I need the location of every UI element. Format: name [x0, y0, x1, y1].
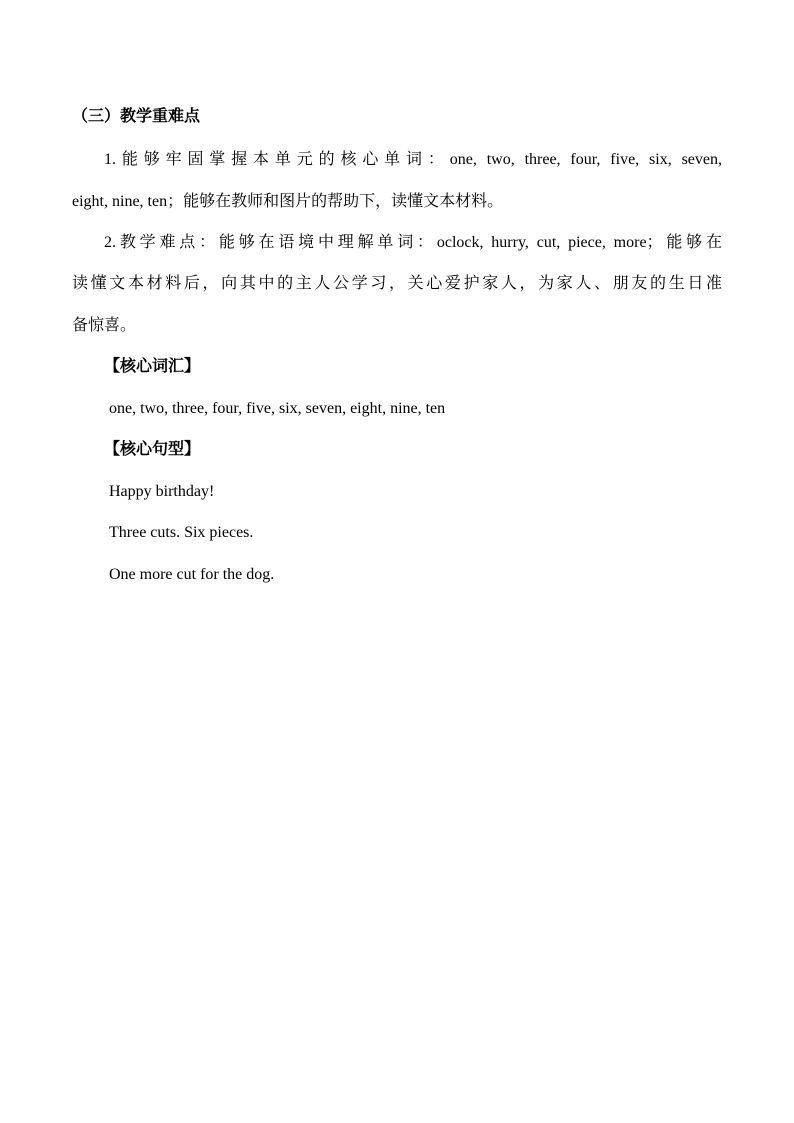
- point-2-line-2: 读懂文本材料后，向其中的主人公学习，关心爱护家人，为家人、朋友的生日准: [72, 275, 722, 292]
- point-2-line-1: 2.教学难点：能够在语境中理解单词：oclock, hurry, cut, piece, more；能够在: [104, 234, 722, 251]
- core-vocabulary-heading: 【核心词汇】: [104, 358, 201, 375]
- core-sentences-heading: 【核心句型】: [104, 441, 201, 458]
- sentence-item: Happy birthday!: [109, 483, 215, 500]
- point-2-line-3: 备惊喜。: [72, 317, 137, 334]
- section-heading: （三）教学重难点: [72, 108, 201, 125]
- point-1-line-2: eight, nine, ten；能够在教师和图片的帮助下，读懂文本材料。: [72, 193, 504, 210]
- sentence-item: Three cuts. Six pieces.: [109, 524, 254, 541]
- sentence-item: One more cut for the dog.: [109, 566, 275, 583]
- core-vocabulary-words: one, two, three, four, five, six, seven, eight, nine, ten: [109, 400, 446, 417]
- point-1-line-1: 1.能够牢固掌握本单元的核心单词：one, two, three, four, five, six, seven,: [104, 151, 722, 168]
